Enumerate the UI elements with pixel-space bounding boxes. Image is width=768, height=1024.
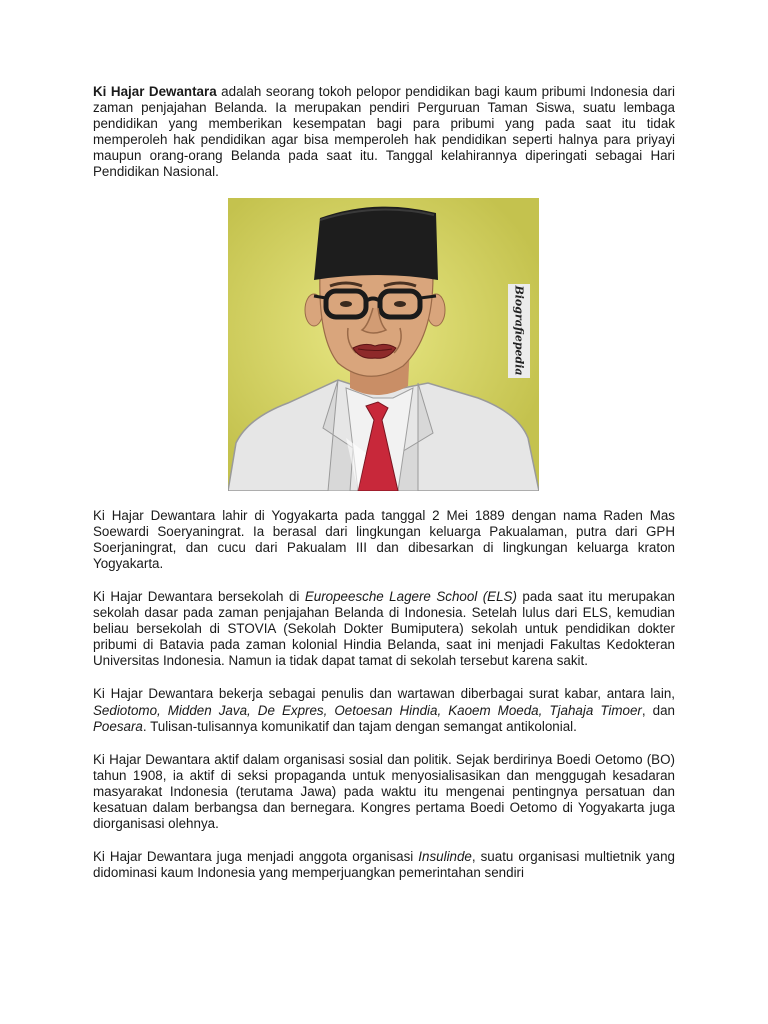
lead-name: Ki Hajar Dewantara	[93, 84, 217, 99]
paragraph-intro	[93, 84, 675, 181]
paragraph-journalism	[93, 686, 675, 734]
journalism-text-middle: , dan	[641, 702, 675, 718]
education-text-after: pada saat itu merupakan sekolah dasar pada zaman penjajahan Belanda di Indonesia. Setelah lulus dari ELS, kemudian beliau bersekolah di STOVIA (Sekolah Dokter Bumiputera) sekolah untuk pendidikan dokter pribumi di Batavia pada zaman kolonial Hindia Belanda, saat ini menjadi Fakultas Kedokteran Universitas Indonesia. Namun ia tidak dapat tamat di sekolah tersebut karena sakit.	[93, 588, 675, 669]
journalism-text-after: . Tulisan-tulisannya komunikatif dan tajam dengan semangat antikolonial.	[142, 718, 577, 734]
insulinde-name: Insulinde	[418, 849, 472, 865]
paragraph-insulinde	[93, 849, 675, 881]
paragraph-birth: Ki Hajar Dewantara lahir di Yogyakarta pada tanggal 2 Mei 1889 dengan nama Raden Mas Soewardi Soeryaningrat. Ia berasal dari lingkungan keluarga Pakualaman, putra dari GPH Soerjaningrat, dan cucu dari Pakualam III dan dibesarkan di lingkungan keluarga kraton Yogyakarta.	[93, 507, 675, 571]
insulinde-text-before: Ki Hajar Dewantara juga menjadi anggota organisasi	[93, 849, 414, 865]
watermark-label	[508, 284, 530, 378]
paragraph-education	[93, 589, 675, 669]
peci-cap	[314, 206, 438, 279]
journalism-newspapers: Sediotomo, Midden Java, De Expres, Oetoesan Hindia, Kaoem Moeda, Tjahaja Timoer	[93, 702, 642, 718]
document-page	[93, 84, 675, 898]
paragraph-organization: Ki Hajar Dewantara aktif dalam organisasi sosial dan politik. Sejak berdirinya Boedi Oetomo (BO) tahun 1908, ia aktif di seksi propaganda untuk menyosialisasikan dan menggugah kesadaran masyarakat Indonesia (terutama Jawa) pada waktu itu mengenai pentingnya persatuan dan kesatuan dalam berbangsa dan bernegara. Kongres pertama Boedi Oetomo di Yogyakarta juga diorganisasi olehnya.	[93, 751, 675, 832]
journalism-poesara: Poesara	[93, 718, 143, 734]
intro-text: adalah seorang tokoh pelopor pendidikan bagi kaum pribumi Indonesia dari zaman penjajahan Belanda. Ia merupakan pendiri Perguruan Taman Siswa, suatu lembaga pendidikan yang memberikan kesempatan bagi para pribumi yang pada saat itu tidak memperoleh hak pendidikan agar bisa memperoleh hak pendidikan seperti halnya para priyayi maupun orang-orang Belanda pada saat itu. Tanggal kelahirannya diperingati sebagai Hari Pendidikan Nasional.	[93, 84, 675, 180]
journalism-text-before: Ki Hajar Dewantara bekerja sebagai penulis dan wartawan diberbagai surat kabar, antara lain,	[93, 686, 675, 702]
insulinde-text-after: , suatu organisasi multietnik yang didominasi kaum Indonesia yang memperjuangkan pemerintahan sendiri	[93, 849, 675, 881]
watermark-text: Biografiepedia	[512, 285, 526, 376]
education-text-before: Ki Hajar Dewantara bersekolah di	[93, 588, 300, 604]
education-school-name: Europeesche Lagere School (ELS)	[304, 588, 517, 604]
portrait-illustration	[228, 198, 539, 491]
